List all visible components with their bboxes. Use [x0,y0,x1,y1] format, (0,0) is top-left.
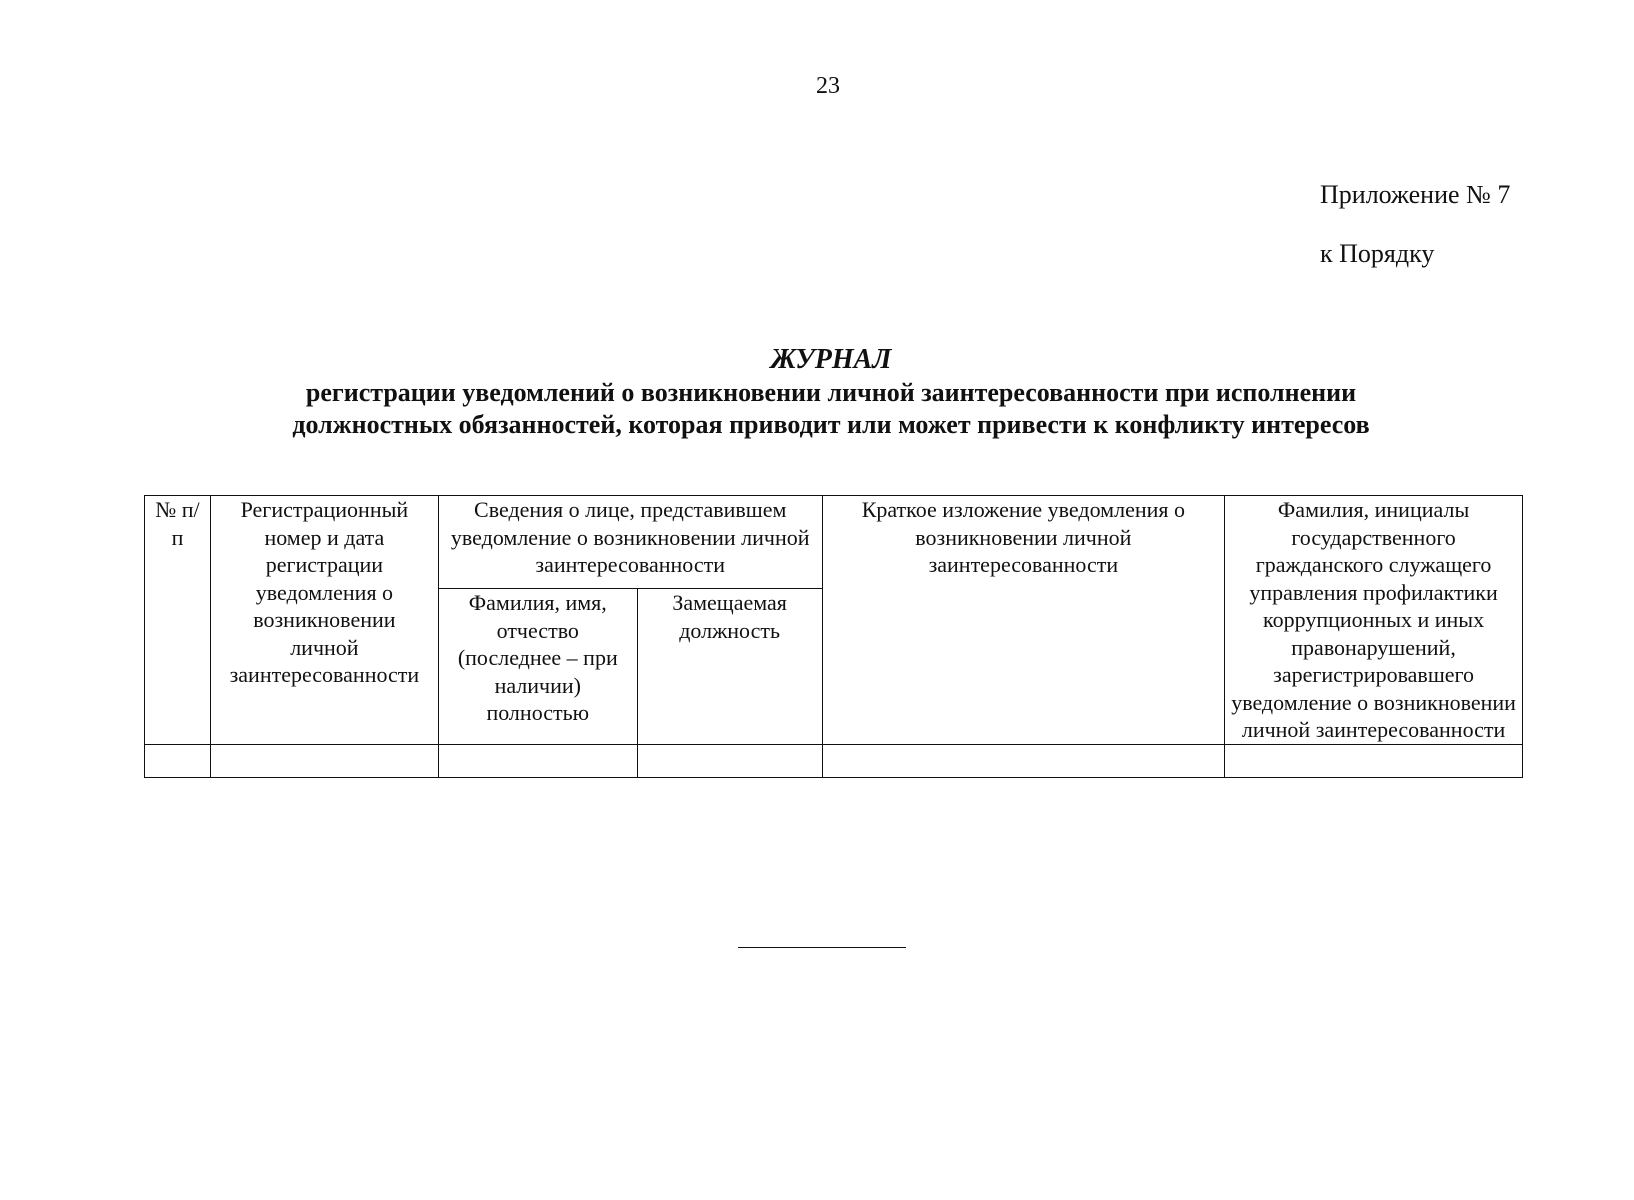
header-registrar: Фамилия, инициалы государственного гражданского служащего управления профилактики коррупционных и иных правонарушений, зарегистрировавшего уведомление о возникновении личной заинтересованности [1225,496,1523,745]
title-subtitle-line-2: должностных обязанностей, которая приводит или может привести к конфликту интересов [292,410,1370,439]
table-cell[interactable] [1225,744,1523,777]
header-number: № п/п [145,496,211,745]
title-subtitle-line-1: регистрации уведомлений о возникновении личной заинтересованности при исполнении [305,378,1357,407]
header-person-info: Сведения о лице, представившем уведомление о возникновении личной заинтересованности [438,496,822,589]
header-person-position: Замещаемая должность [637,589,822,744]
table-cell[interactable] [145,744,211,777]
journal-table [144,495,1523,778]
table-cell[interactable] [210,744,438,777]
table-row [145,744,1523,777]
table-cell[interactable] [822,744,1225,777]
appendix-note [1320,178,1510,271]
title-main: ЖУРНАЛ [770,344,892,375]
appendix-reference: к Порядку [1320,239,1435,268]
document-title [140,343,1522,441]
header-registration: Регистрационный номер и дата регистрации уведомления о возникновении личной заинтересованности [210,496,438,745]
table-cell[interactable] [637,744,822,777]
closing-separator-line [738,947,906,948]
header-person-name: Фамилия, имя, отчество (последнее – при наличии) полностью [438,589,637,744]
table-cell[interactable] [438,744,637,777]
page-number: 23 [816,73,840,99]
appendix-number: Приложение № 7 [1320,180,1511,209]
header-summary: Краткое изложение уведомления о возникновении личной заинтересованности [822,496,1225,745]
header-row-1 [145,496,1523,589]
